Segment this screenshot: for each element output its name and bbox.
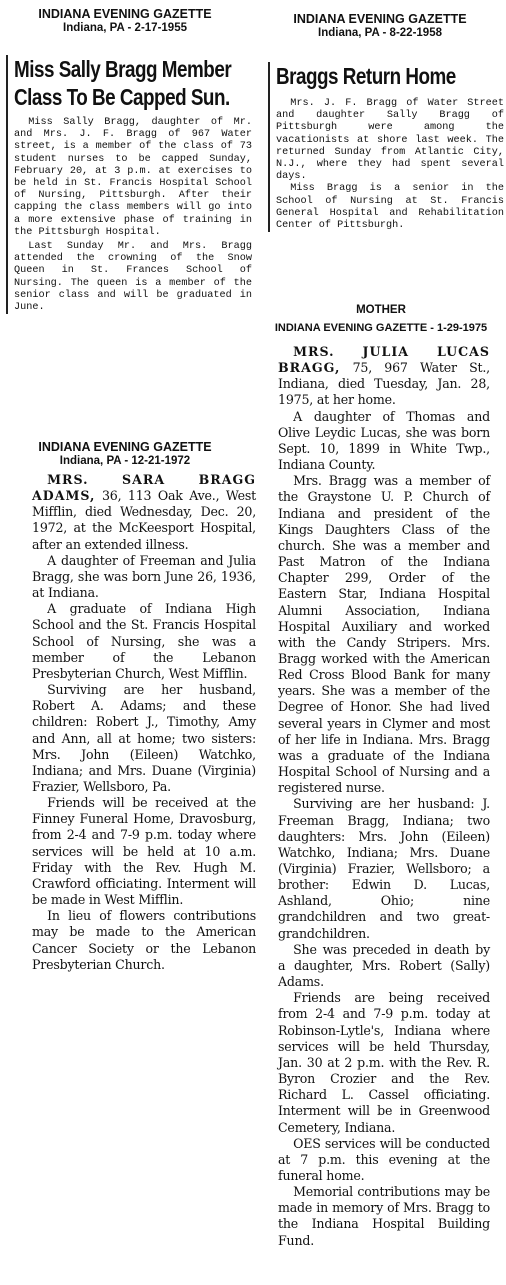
clip2-paragraph: Mrs. J. F. Bragg of Water Street and daughter Sally Bragg of Pittsburgh were among the vacationists at shore last week. The returned Sunday from Atlantic City, N.J., where they had spent several days. bbox=[276, 98, 504, 183]
clip3-paragraph: Friends will be received at the Finney Funeral Home, Dravosburg, from 2-4 and 7-9 p.m. today where services will be held at 10 a.m. Friday with the Rev. Hugh M. Crawford officiating. Interment will be made in West Mifflin. bbox=[32, 795, 256, 908]
clip3-dateline: Indiana, PA - 12-21-1972 bbox=[59, 455, 191, 467]
clip3-lead: 36, 113 Oak Ave., West Mifflin, died Wednesday, Dec. 20, 1972, at the McKeesport Hospital, after an extended illness. bbox=[32, 488, 256, 552]
clip2-paper: INDIANA EVENING GAZETTE bbox=[293, 12, 467, 26]
clip4-paragraph: Surviving are her husband: J. Freeman Bragg, Indiana; two daughters: Mrs. John (Eileen) Watchko, Indiana; Mrs. Duane (Virginia) Frazier, Wellsboro; a brother: Edwin D. Lucas, Ashland, Ohio; nine grandchildren and two great-grandchildren. bbox=[278, 796, 490, 941]
clip1-headline: Miss Sally Bragg Member Class To Be Capped Sun. bbox=[14, 56, 232, 110]
clip2-body bbox=[276, 98, 504, 232]
clip3-paragraph: A graduate of Indiana High School and the St. Francis Hospital School of Nursing, she was a member of the Lebanon Presbyterian Church, West Mifflin. bbox=[32, 601, 256, 681]
clip1-body bbox=[14, 117, 252, 314]
clip2-article bbox=[268, 62, 504, 232]
clip3-lead-paragraph bbox=[32, 472, 256, 553]
clip4-paragraph: Mrs. Bragg was a member of the Graystone U. P. Church of Indiana and president of the Kings Daughters Class of the church. She was a member and Past Matron of the Indiana Chapter 299, Order of the Eastern Star, Indiana Hospital Alumni Association, Indiana Hospital Auxiliary and worked with the Candy Stripers. Mrs. Bragg worked with the American Red Cross Blood Bank for many years. She was a member of the Degree of Honor. She had lived several years in Clymer and most of her life in Indiana. Mrs. Bragg was a graduate of the Indiana Hospital School of Nursing and a registered nurse. bbox=[278, 473, 490, 796]
clip3-decedent-name: MRS. SARA BRAGG ADAMS, bbox=[32, 472, 256, 504]
clip1-article bbox=[6, 55, 252, 314]
clip4-header bbox=[256, 303, 506, 335]
clip4-lead: 75, 967 Water St., Indiana, died Tuesday, Jan. 28, 1975, at her home. bbox=[278, 360, 490, 408]
clip4-lead-paragraph bbox=[278, 344, 490, 409]
clip2-header bbox=[254, 12, 506, 40]
clip4-decedent-name: MRS. JULIA LUCAS BRAGG, bbox=[278, 344, 490, 376]
clip3-paragraph: A daughter of Freeman and Julia Bragg, she was born June 26, 1936, at Indiana. bbox=[32, 552, 256, 601]
clip4-paragraph: She was preceded in death by a daughter, Mrs. Robert (Sally) Adams. bbox=[278, 941, 490, 990]
clip1-paragraph: Miss Sally Bragg, daughter of Mr. and Mrs. J. F. Bragg of 967 Water street, is a member of the class of 73 student nurses to be capped Sunday, February 20, at 3 p.m. at exercises to be held in St. Francis Hospital School of Nursing, Pittsburgh. After their capping the class members will go into a more extensive phase of training in the Pittsburgh Hospital. bbox=[14, 117, 252, 238]
clip3-paragraph: In lieu of flowers contributions may be made to the American Cancer Society or the Lebanon Presbyterian Church. bbox=[32, 908, 256, 972]
clip3-header bbox=[0, 440, 250, 468]
clip4-paragraph: Friends are being received from 2-4 and 7-9 p.m. today at Robinson-Lytle's, Indiana where services will be held Thursday, Jan. 30 at 2 p.m. with the Rev. R. Byron Crozier and the Rev. Richard L. Cassel officiating. Interment will be in Greenwood Cemetery, Indiana. bbox=[278, 990, 490, 1135]
clip2-headline: Braggs Return Home bbox=[276, 63, 456, 89]
clip4-paper: INDIANA EVENING GAZETTE - 1-29-1975 bbox=[274, 322, 488, 334]
clip2-dateline: Indiana, PA - 8-22-1958 bbox=[318, 27, 442, 39]
clip4-paragraph: Memorial contributions may be made in memory of Mrs. Bragg to the Indiana Hospital Building Fund. bbox=[278, 1184, 490, 1248]
clip1-paragraph: Last Sunday Mr. and Mrs. Bragg attended the crowning of the Snow Queen in St. Frances School of Nursing. The queen is a member of the senior class and will be graduated in June. bbox=[14, 241, 252, 314]
clip4-paragraph: A daughter of Thomas and Olive Leydic Lucas, she was born Sept. 10, 1899 in White Twp., Indiana County. bbox=[278, 408, 490, 473]
clip3-obituary bbox=[32, 472, 256, 973]
clip3-paragraph: Surviving are her husband, Robert A. Adams; and these children: Robert J., Timothy, Amy and Ann, all at home; two sisters: Mrs. John (Eileen) Watchko, Indiana; and Mrs. Duane (Virginia) Frazier, Wellsboro, Pa. bbox=[32, 682, 256, 794]
clip4-paragraph: OES services will be conducted at 7 p.m. this evening at the funeral home. bbox=[278, 1135, 490, 1183]
clip4-obituary bbox=[278, 344, 490, 1249]
clip1-paper: INDIANA EVENING GAZETTE bbox=[38, 7, 212, 21]
clip4-label: MOTHER bbox=[356, 304, 406, 316]
clip1-header bbox=[0, 7, 250, 35]
clip3-paper: INDIANA EVENING GAZETTE bbox=[38, 440, 212, 454]
clip1-dateline: Indiana, PA - 2-17-1955 bbox=[63, 22, 187, 34]
clip2-paragraph: Miss Bragg is a senior in the School of Nursing at St. Francis General Hospital and Rehabilitation Center of Pittsburgh. bbox=[276, 183, 504, 232]
